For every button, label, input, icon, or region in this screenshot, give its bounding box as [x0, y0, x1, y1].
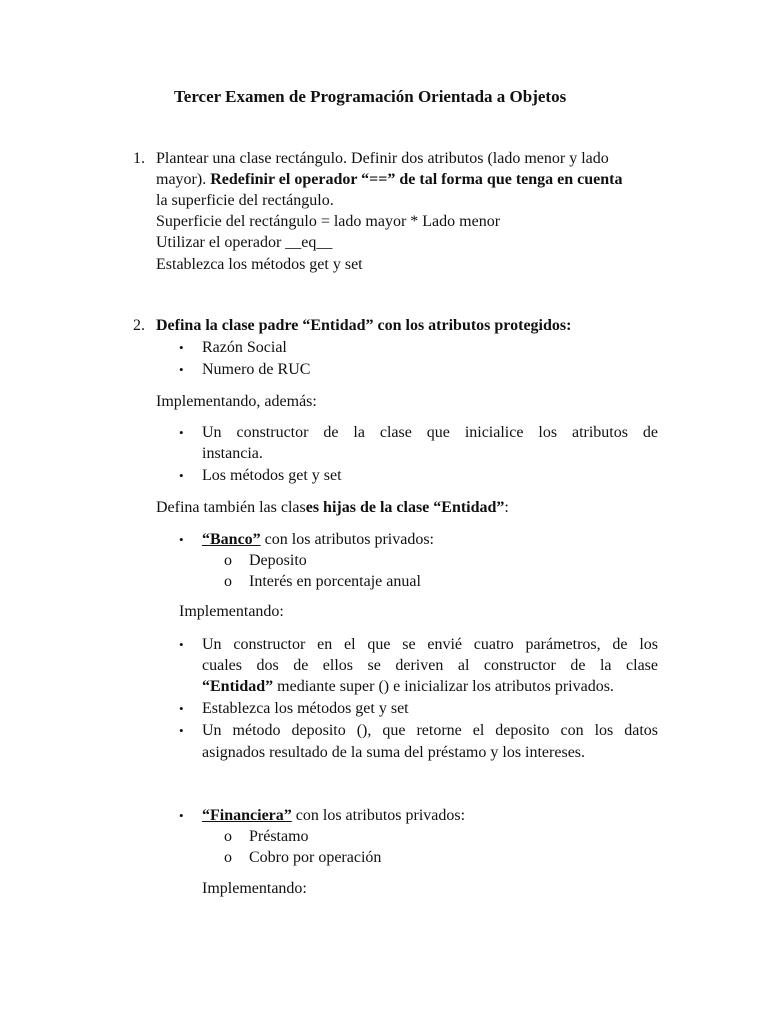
q1-line-6: Establezca los métodos get y set — [156, 256, 363, 273]
bullet-icon: • — [179, 701, 184, 716]
financiera-heading-rest: con los atributos privados: — [291, 807, 466, 824]
q2-attr-1: Razón Social — [202, 339, 287, 356]
sub-bullet-icon: o — [224, 573, 232, 590]
banco-impl-1c-rest: mediante super () e inicializar los atributos privados. — [273, 678, 614, 695]
bullet-icon: • — [179, 362, 184, 377]
bullet-icon: • — [179, 468, 184, 483]
q2-hijas-a: Defina también las clas — [156, 499, 306, 516]
bullet-icon: • — [179, 723, 184, 738]
q2-line-1 — [156, 315, 571, 336]
banco-impl: Implementando: — [179, 603, 284, 620]
bullet-icon: • — [179, 808, 184, 823]
banco-heading — [202, 529, 434, 550]
q1-line-5: Utilizar el operador __eq__ — [156, 234, 333, 251]
q2-hijas-c: : — [504, 499, 509, 516]
q1-number: 1. — [133, 150, 145, 167]
q2-hijas-b: es hijas de la clase “Entidad” — [305, 499, 505, 516]
banco-impl-3a: Un método deposito (), que retorne el deposito con los datos — [202, 722, 658, 739]
financiera-name: “Financiera” — [202, 807, 292, 824]
q2-impl-1b: instancia. — [202, 445, 263, 462]
q1-line-2 — [156, 169, 622, 190]
q2-line-1-bold: Defina la clase padre “Entidad” con los atributos protegidos: — [156, 317, 572, 334]
banco-attr-2: Interés en porcentaje anual — [249, 573, 421, 590]
q1-line-2-plain: mayor). — [156, 171, 211, 188]
banco-name: “Banco” — [202, 531, 261, 548]
q2-impl-2: Los métodos get y set — [202, 467, 342, 484]
bullet-icon: • — [179, 340, 184, 355]
banco-impl-2: Establezca los métodos get y set — [202, 700, 409, 717]
banco-impl-1a: Un constructor en el que se envié cuatro parámetros, de los — [202, 636, 658, 653]
financiera-heading — [202, 805, 465, 826]
q2-impl-1a: Un constructor de la clase que inicialice los atributos de — [202, 424, 658, 441]
banco-impl-1c-bold: “Entidad” — [202, 678, 274, 695]
q2-number: 2. — [133, 317, 145, 334]
q2-hijas — [156, 497, 509, 518]
financiera-attr-2: Cobro por operación — [249, 849, 382, 866]
banco-heading-rest: con los atributos privados: — [260, 531, 434, 548]
q1-line-2-bold: Redefinir el operador “==” de tal forma que tenga en cuenta — [210, 171, 623, 188]
financiera-impl: Implementando: — [202, 880, 307, 897]
q1-line-4: Superficie del rectángulo = lado mayor * Lado menor — [156, 213, 501, 230]
banco-attr-1: Deposito — [249, 552, 307, 569]
q2-impl: Implementando, además: — [156, 393, 317, 410]
banco-impl-3b: asignados resultado de la suma del préstamo y los intereses. — [202, 744, 586, 761]
q1-line-1: Plantear una clase rectángulo. Definir dos atributos (lado menor y lado — [156, 150, 609, 167]
page-title: Tercer Examen de Programación Orientada a Objetos — [174, 87, 567, 106]
q2-attr-2: Numero de RUC — [202, 361, 311, 378]
q1-line-3: la superficie del rectángulo. — [156, 192, 334, 209]
sub-bullet-icon: o — [224, 552, 232, 569]
financiera-attr-1: Préstamo — [249, 828, 309, 845]
banco-impl-1b: cuales dos de ellos se deriven al constructor de la clase — [202, 657, 658, 674]
bullet-icon: • — [179, 637, 184, 652]
sub-bullet-icon: o — [224, 828, 232, 845]
banco-impl-1c — [202, 676, 614, 697]
bullet-icon: • — [179, 425, 184, 440]
sub-bullet-icon: o — [224, 849, 232, 866]
bullet-icon: • — [179, 532, 184, 547]
